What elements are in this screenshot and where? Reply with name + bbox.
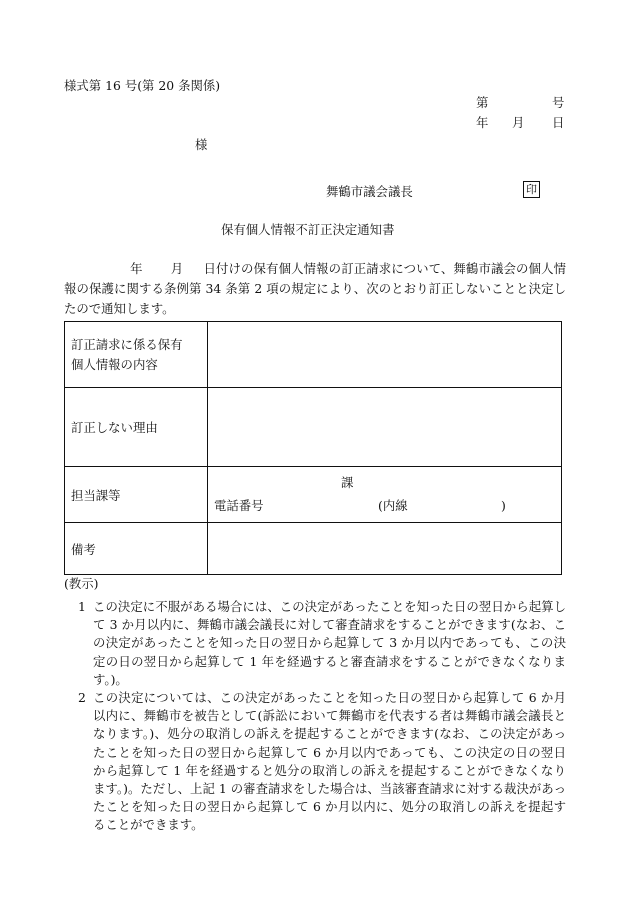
extension-close: ) xyxy=(501,498,506,513)
instruction-text: この決定については、この決定があったことを知った日の翌日から起算して 6 か月以内に、舞鶴市を被告として(訴訟において舞鶴市を代表する者は舞鶴市議会議長となります。)、処分の取消しの訴えを提起することができます(なお、この決定があったことを知った日の翌日から起算して 6 か月以内であっても、この決定の日の翌日から起算して 1 年を経過すると処分の取消しの訴えを提起することができなくなります。)。ただし、上記 1 の審査請求をした場合は、当該審査請求に対する裁決があったことを知った日の翌日から起算して 6 か月以内に、処分の取消しの訴えを提起することができます。 xyxy=(93,690,566,833)
intro-paragraph xyxy=(64,259,566,319)
table-row xyxy=(65,388,562,467)
remarks-label-cell xyxy=(65,523,208,575)
staff-label-cell xyxy=(65,467,208,523)
intro-text: 日付けの保有個人情報の訂正請求について、舞鶴市議会の個人情報の保護に関する条例第 34 条第 2 項の規定により、次のとおり訂正しないことと決定したので通知します。 xyxy=(64,261,566,316)
staff-value-cell[interactable] xyxy=(208,467,562,523)
instruction-number: 1 xyxy=(78,599,86,614)
staff-label: 担当課等 xyxy=(71,487,121,503)
sender-name: 舞鶴市議会議長 xyxy=(326,184,413,199)
document-number-prefix: 第 xyxy=(476,95,489,110)
instruction-item-2 xyxy=(78,689,566,835)
extension-open: (内線 xyxy=(378,498,408,513)
notice-table xyxy=(64,321,562,575)
content-label-line2: 個人情報の内容 xyxy=(71,356,158,372)
instruction-number: 2 xyxy=(78,690,86,705)
table-row xyxy=(65,322,562,388)
instruction-text: この決定に不服がある場合には、この決定があったことを知った日の翌日から起算して 3 か月以内に、舞鶴市議会議長に対して審査請求をすることができます(なお、この決定があったことを知った日の翌日から起算して 3 か月以内であっても、この決定の日の翌日から起算して 1 年を経過すると審査請求をすることができなくなります。)。 xyxy=(93,599,566,687)
date-day: 日 xyxy=(552,115,565,130)
form-number: 様式第 16 号(第 20 条関係) xyxy=(64,78,221,93)
table-row xyxy=(65,467,562,523)
reason-label-cell xyxy=(65,388,208,467)
content-value-cell[interactable] xyxy=(208,322,562,388)
intro-year: 年 xyxy=(130,261,143,276)
date-month: 月 xyxy=(512,115,525,130)
recipient-honorific: 様 xyxy=(195,137,208,152)
phone-label: 電話番号 xyxy=(214,498,264,513)
table-row xyxy=(65,523,562,575)
remarks-value-cell[interactable] xyxy=(208,523,562,575)
seal-stamp: 印 xyxy=(523,181,540,198)
instructions-heading: (教示) xyxy=(64,576,99,591)
document-title: 保有個人情報不訂正決定通知書 xyxy=(221,222,395,237)
intro-month: 月 xyxy=(170,261,184,276)
reason-label: 訂正しない理由 xyxy=(71,420,158,435)
content-label-cell xyxy=(65,322,208,388)
document-number-suffix: 号 xyxy=(552,95,565,110)
section-suffix: 課 xyxy=(341,475,354,490)
content-label-line1: 訂正請求に係る保有 xyxy=(71,336,183,352)
remarks-label: 備考 xyxy=(71,541,96,557)
date-year: 年 xyxy=(476,115,489,130)
instruction-item-1 xyxy=(78,598,566,689)
reason-value-cell[interactable] xyxy=(208,388,562,467)
